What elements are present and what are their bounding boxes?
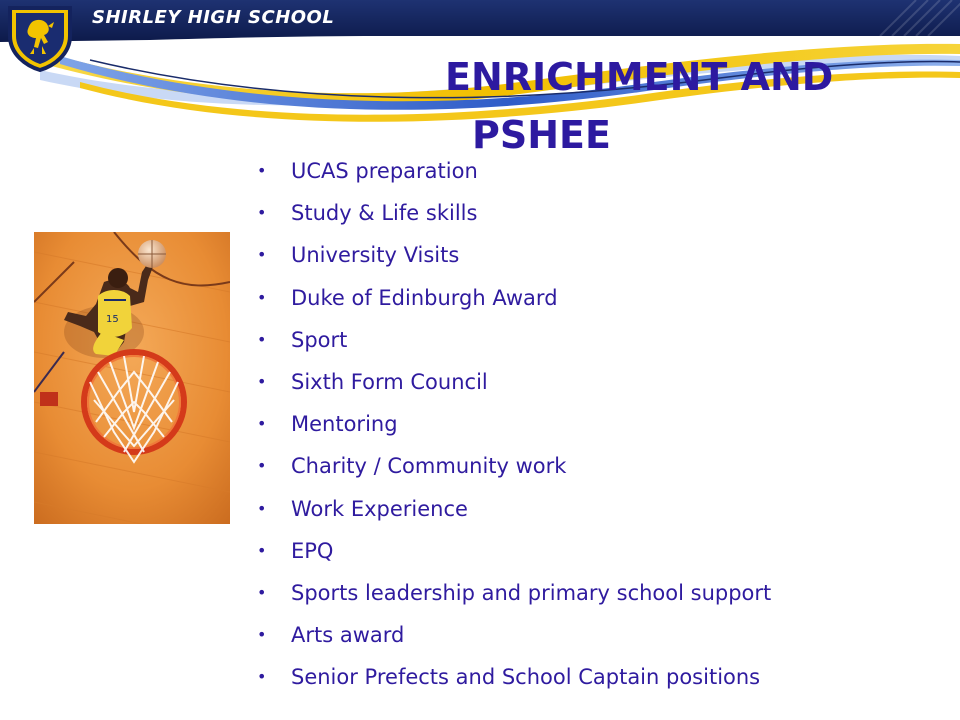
list-item [255, 445, 945, 487]
bullet-icon: • [257, 371, 267, 391]
bullet-icon: • [257, 667, 267, 687]
list-item-label: Work Experience [291, 496, 468, 521]
list-item [255, 361, 945, 403]
school-name: SHIRLEY HIGH SCHOOL [92, 7, 335, 28]
list-item [255, 572, 945, 614]
list-item-label: Arts award [291, 623, 405, 648]
bullet-icon: • [257, 245, 267, 265]
svg-text:15: 15 [106, 314, 119, 325]
list-item [255, 614, 945, 656]
bullet-icon: • [257, 203, 267, 223]
title-line-2: PSHEE [472, 113, 611, 157]
list-item [255, 656, 945, 698]
list-item [255, 192, 945, 234]
list-item [255, 234, 945, 276]
list-item-label: University Visits [291, 243, 460, 268]
list-item-label: UCAS preparation [291, 159, 478, 183]
list-item-label: EPQ [291, 538, 334, 563]
list-item [255, 319, 945, 361]
bullet-icon: • [257, 414, 267, 434]
list-item-label: Study & Life skills [291, 201, 478, 226]
bullet-icon: • [257, 498, 267, 518]
bullet-icon: • [257, 329, 267, 349]
enrichment-list [255, 150, 945, 698]
bullet-icon: • [257, 161, 267, 180]
list-item-label: Duke of Edinburgh Award [291, 285, 558, 310]
bullet-icon: • [257, 287, 267, 307]
list-item [255, 277, 945, 319]
bullet-icon: • [257, 540, 267, 560]
bullet-icon: • [257, 625, 267, 645]
basketball-player-image [34, 232, 230, 524]
list-item-label: Charity / Community work [291, 454, 567, 479]
list-item-label: Sport [291, 327, 348, 352]
list-item-label: Senior Prefects and School Captain positions [291, 665, 761, 690]
list-item [255, 403, 945, 445]
title-line-1: ENRICHMENT AND [445, 55, 834, 99]
list-item [255, 150, 945, 192]
list-item [255, 488, 945, 530]
list-item-label: Sixth Form Council [291, 369, 488, 394]
bullet-icon: • [257, 456, 267, 476]
school-crest-icon [4, 2, 76, 72]
slide-title [300, 48, 920, 164]
bullet-icon: • [257, 582, 267, 602]
list-item [255, 530, 945, 572]
list-item-label: Mentoring [291, 412, 398, 437]
list-item-label: Sports leadership and primary school support [291, 580, 772, 605]
